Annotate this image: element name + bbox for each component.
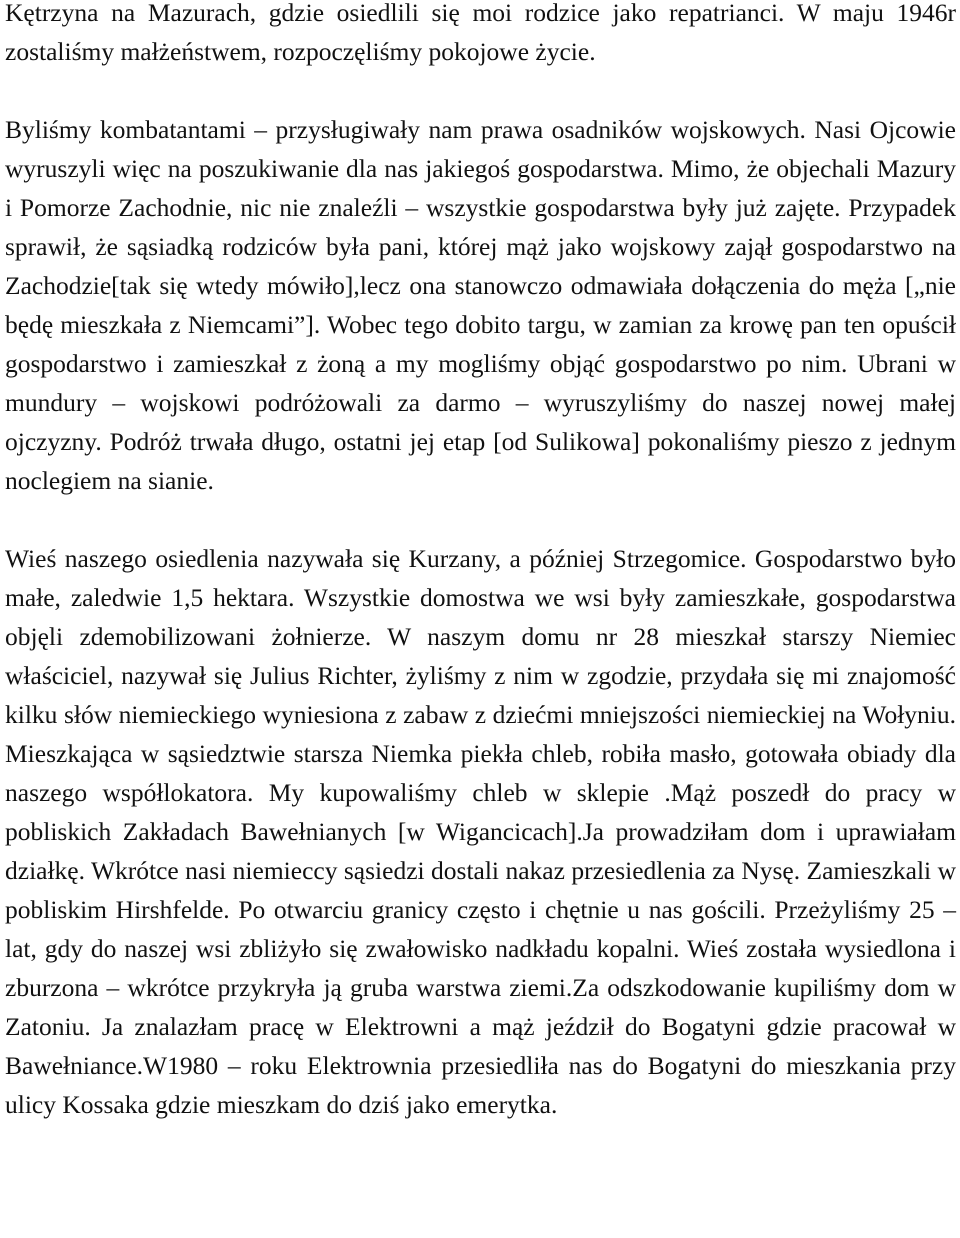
paragraph-2: Byliśmy kombatantami – przysługiwały nam prawa osadników wojskowych. Nasi Ojcowie wyruszyli więc na poszukiwanie dla nas jakiegoś gospodarstwa. Mimo, że objechali Mazury i Pomorze Zachodnie, nic nie znaleźli – wszystkie gospodarstwa były już zajęte. Przypadek sprawił, że sąsiadką rodziców była pani, której mąż jako wojskowy zajął gospodarstwo na Zachodzie[tak się wtedy mówiło],lecz ona stanowczo odmawiała dołączenia do męża [„nie będę mieszkała z Niemcami”]. Wobec tego dobito targu, w zamian za krowę pan ten opuścił gospodarstwo i zamieszkał z żoną a my mogliśmy objąć gospodarstwo po nim. Ubrani w mundury – wojskowi podróżowali za darmo – wyruszyliśmy do naszej nowej małej ojczyzny. Podróż trwała długo, ostatni jej etap [od Sulikowa] pokonaliśmy pieszo z jednym noclegiem na sianie. [5,115,956,495]
paragraph-1: Kętrzyna na Mazurach, gdzie osiedlili się moi rodzice jako repatrianci. W maju 1946r zostaliśmy małżeństwem, rozpoczęliśmy pokojowe życie. [5,0,956,66]
document-page [5,0,956,1124]
paragraph-3: Wieś naszego osiedlenia nazywała się Kurzany, a później Strzegomice. Gospodarstwo było małe, zaledwie 1,5 hektara. Wszystkie domostwa we wsi były zamieszkałe, gospodarstwa objęli zdemobilizowani żołnierze. W naszym domu nr 28 mieszkał starszy Niemiec właściciel, nazywał się Julius Richter, żyliśmy z nim w zgodzie, przydała się mi znajomość kilku słów niemieckiego wyniesiona z zabaw z dziećmi mniejszości niemieckiej na Wołyniu. Mieszkająca w sąsiedztwie starsza Niemka piekła chleb, robiła masło, gotowała obiady dla naszego współlokatora. My kupowaliśmy chleb w sklepie .Mąż poszedł do pracy w pobliskich Zakładach Bawełnianych [w Wigancicach].Ja prowadziłam dom i uprawiałam działkę. Wkrótce nasi niemieccy sąsiedzi dostali nakaz przesiedlenia za Nysę. Zamieszkali w pobliskim Hirshfelde. Po otwarciu granicy często i chętnie u nas gościli. Przeżyliśmy 25 – lat, gdy do naszej wsi zbliżyło się zwałowisko nadkładu kopalni. Wieś została wysiedlona i zburzona – wkrótce przykryła ją gruba warstwa ziemi.Za odszkodowanie kupiliśmy dom w Zatoniu. Ja znalazłam pracę w Elektrowni a mąż jeździł do Bogatyni gdzie pracował w Bawełniance.W1980 – roku Elektrownia przesiedliła nas do Bogatyni do mieszkania przy ulicy Kossaka gdzie mieszkam do dziś jako emerytka. [5,544,956,1119]
